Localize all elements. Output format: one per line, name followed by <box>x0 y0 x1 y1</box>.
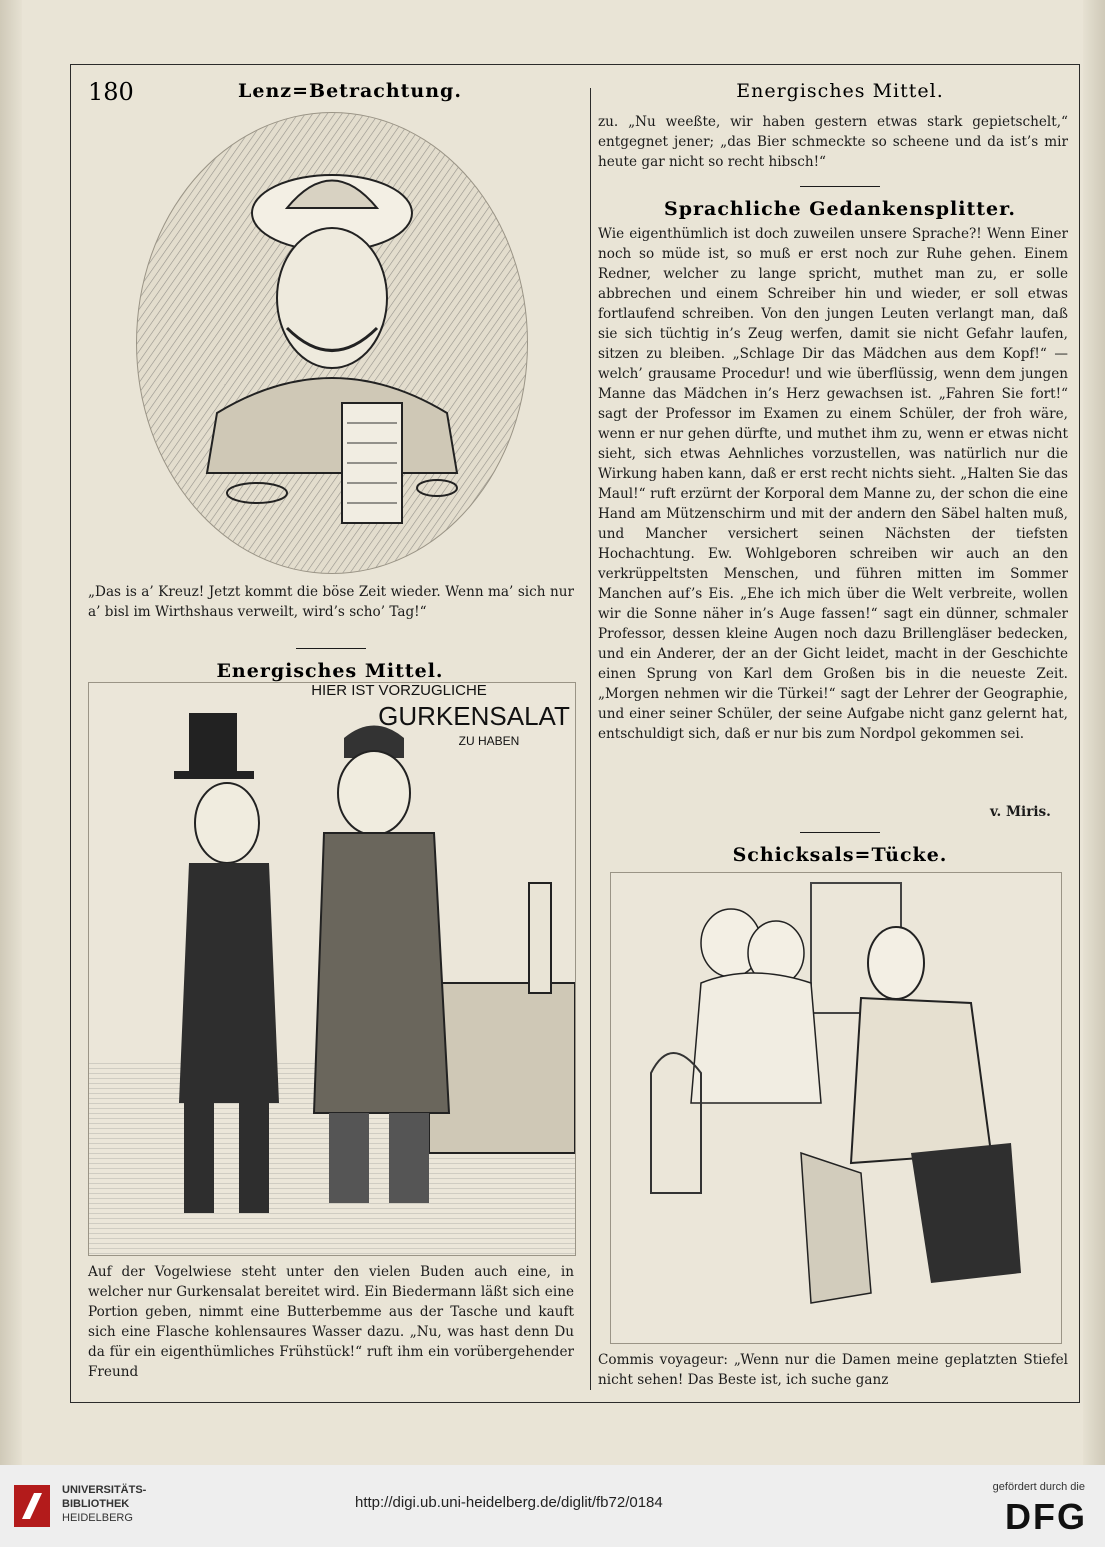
heading-energisches-mittel: Energisches Mittel. <box>216 660 444 682</box>
dfg-logo: DFG <box>1005 1496 1087 1537</box>
author-signature: v. Miris. <box>990 804 1051 820</box>
illustration-gurkensalat-stand <box>88 682 576 1256</box>
body-schicksals-tuecke: Commis voyageur: „Wenn nur die Damen meine geplatzten Stiefel nicht sehen! Das Beste ist, ich suche ganz <box>598 1352 1068 1388</box>
sign-line-2: GURKENSALAT <box>378 701 570 731</box>
illustration-man-with-beer <box>136 112 528 574</box>
sign-line-1: HIER IST VORZUGLICHE <box>311 683 487 699</box>
source-url[interactable]: http://digi.ub.uni-heidelberg.de/diglit/fb72/0184 <box>355 1494 663 1511</box>
section-rule <box>296 648 366 649</box>
funding-note: gefördert durch die <box>992 1481 1085 1493</box>
heading-sprachliche-gedankensplitter: Sprachliche Gedankensplitter. <box>664 198 1016 220</box>
library-name: UNIVERSITÄTS- BIBLIOTHEK HEIDELBERG <box>62 1484 147 1524</box>
body-sprachliche-gedankensplitter: Wie eigenthümlich ist doch zuweilen unsere Sprache?! Wenn Einer noch so müde ist, so muß er erst noch zur Ruhe gehen. Einem Redner, welcher zu lange spricht, muthet man zu, er solle abbrechen und einem Schreiber hin und wieder, er soll etwas fortlaufend schreiben. Von den jungen Leuten verlangt man, daß sie sich tüchtig in’s Zeug werfen, damit sie nicht Gefahr laufen, sitzen zu bleiben. „Schlage Dir das Mädchen aus dem Kopf!“ — welch’ grausame Procedur! und wie überflüssig, wenn dem jungen Manne das Mädchen in’s Herz gewachsen ist. „Fahren Sie fort!“ sagt der Professor im Examen zu einem Schüler, der froh wäre, wenn er nur gehen dürfte, und muthet ihm zu, wenn er etwas nicht sieht, sich etwas Aehnliches vorzustellen, was natürlich nur die Wirkung haben kann, daß er erst recht nichts sieht. „Halten Sie das Maul!“ ruft erzürnt der Korporal dem Manne zu, der schon die eine Hand am Mützenschirm und mit der andern den Säbel halten muß, und Mancher versichert seinen Nächsten der tiefsten Hochachtung. Ew. Wohlgeboren schreiben wir auch an den verkrüppeltsten Menschen, und führen mitten im Sommer Manchen auf’s Eis. „Ehe ich mich über die Welt verbreite, wollen wir die Sonne näher in’s Auge fassen!“ sagt ein dünner, schmaler Professor, dessen kleine Augen noch dazu Brillengläser bedecken, und ein Anderer, der an der Gicht leidet, macht in der Geschichte einen Sprung von Karl dem Großen bis in die neueste Zeit. „Morgen nehmen wir die Türkei!“ sagt der Lehrer der Geographie, und einer seiner Schüler, der seine Aufgabe nicht ganz gelernt hat, entschuldigt sich, daß er nur bis zum Nordpol gekommen sei. <box>598 226 1068 742</box>
sign-line-3: ZU HABEN <box>458 734 520 748</box>
section-rule <box>800 832 880 833</box>
column-divider <box>590 88 591 1390</box>
section-rule <box>800 186 880 187</box>
heading-schicksals-tuecke: Schicksals=Tücke. <box>732 844 948 866</box>
body-continuation: zu. „Nu weeßte, wir haben gestern etwas stark gepietschelt,“ entgegnet jener; „das Bier schmeckte so scheene und da ist’s mir heute gar nicht so recht hibsch!“ <box>598 114 1068 170</box>
page-edge-right <box>1083 0 1105 1465</box>
page-edge-left <box>0 0 22 1465</box>
caption-lenz: „Das is a’ Kreuz! Jetzt kommt die böse Zeit wieder. Wenn ma’ sich nur a’ bisl im Wirthshaus verweilt, wird’s scho’ Tag!“ <box>88 584 574 620</box>
body-energisches-mittel: Auf der Vogelwiese steht unter den vielen Buden auch eine, in welcher nur Gurkensalat bereitet wird. Ein Biedermann läßt sich eine Portion geben, nimmt eine Butterbemme aus der Tasche und kauft sich eine Flasche kohlensaures Wasser dazu. „Nu, was hast denn Du da für ein eigenthümliches Frühstück!“ ruft ihm ein vorübergehender Freund <box>88 1264 574 1380</box>
library-logo-icon <box>12 1483 52 1529</box>
running-head: Energisches Mittel. <box>736 80 944 102</box>
page-number: 180 <box>88 78 134 106</box>
heading-lenz-betrachtung: Lenz=Betrachtung. <box>238 80 462 102</box>
illustration-train-carriage <box>610 872 1062 1344</box>
